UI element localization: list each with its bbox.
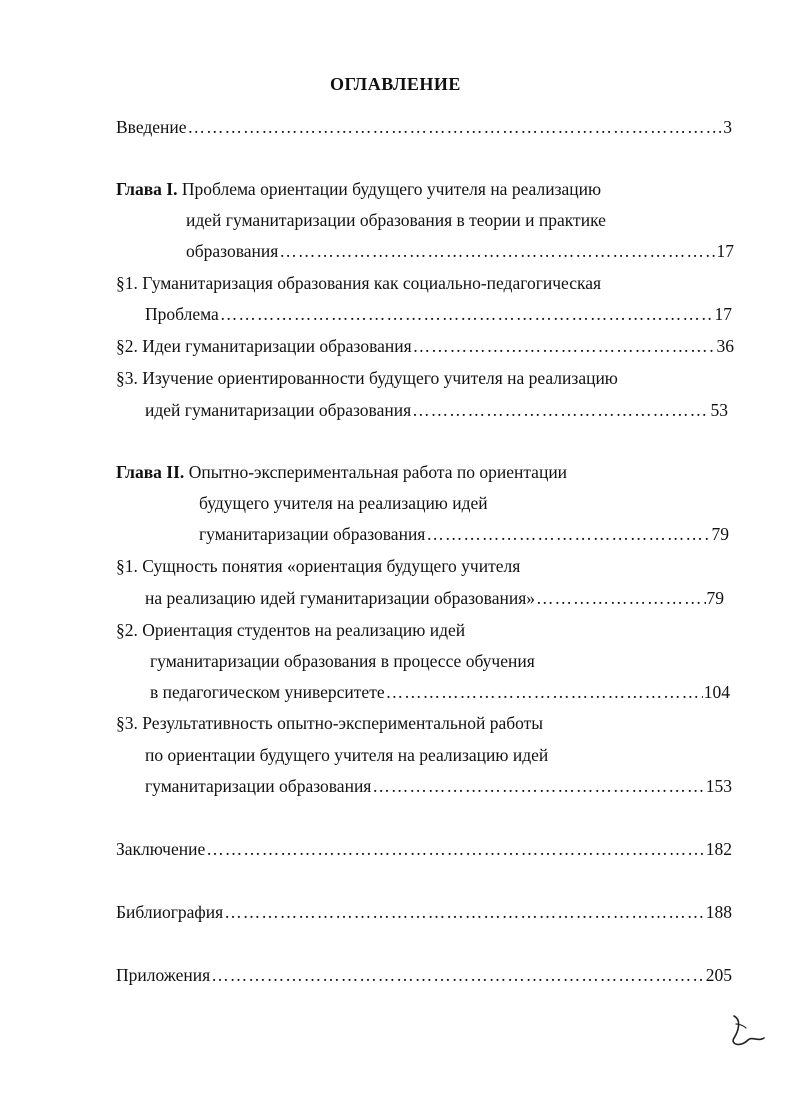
toc-section-2-2-line-2: гуманитаризации образования в процессе обучения <box>150 651 535 671</box>
toc-page-number: 53 <box>710 400 728 420</box>
dot-leader <box>279 240 715 262</box>
toc-label: Введение <box>116 117 187 137</box>
toc-page-number: 182 <box>705 839 732 859</box>
toc-label: Приложения <box>116 965 211 985</box>
toc-section-2-1[interactable]: §1. Сущность понятия «ориентация будущего учителя <box>116 556 521 576</box>
toc-page-number: 17 <box>716 241 734 261</box>
toc-label: гуманитаризации образования <box>199 524 426 544</box>
toc-label: Библиография <box>116 902 224 922</box>
toc-chapter-2-line-3[interactable] <box>199 523 729 545</box>
dot-leader <box>413 335 716 357</box>
toc-section-1-2[interactable] <box>116 335 734 357</box>
toc-section-2-3-line-2: по ориентации будущего учителя на реализацию идей <box>145 745 549 765</box>
toc-entry-appendices[interactable] <box>116 964 732 986</box>
toc-label: гуманитаризации образования <box>145 776 372 796</box>
toc-chapter-1-line-3[interactable] <box>186 240 734 262</box>
toc-section-2-2[interactable]: §2. Ориентация студентов на реализацию идей <box>116 620 466 640</box>
toc-label: образования <box>186 241 279 261</box>
toc-section-1-1-line-2[interactable] <box>145 303 732 325</box>
toc-page-number: 17 <box>714 304 732 324</box>
chapter-title-line: Опытно-экспериментальная работа по ориентации <box>188 462 568 482</box>
page-title: ОГЛАВЛЕНИЕ <box>330 74 461 94</box>
toc-section-1-3[interactable]: §3. Изучение ориентированности будущего учителя на реализацию <box>116 368 618 388</box>
toc-section-2-2-line-3[interactable] <box>150 681 730 703</box>
dot-leader <box>386 681 703 703</box>
toc-label: в педагогическом университете <box>150 682 385 702</box>
dot-leader <box>412 399 709 421</box>
chapter-title-line: Проблема ориентации будущего учителя на реализацию <box>181 179 602 199</box>
toc-page-number: 79 <box>711 524 729 544</box>
chapter-prefix: Глава II. <box>116 462 185 482</box>
signature-mark <box>728 1012 768 1052</box>
dot-leader <box>426 523 710 545</box>
dot-leader <box>372 775 704 797</box>
dot-leader <box>536 587 706 609</box>
toc-page-number: 104 <box>703 682 730 702</box>
toc-label: на реализацию идей гуманитаризации образования» <box>145 588 535 608</box>
toc-chapter-1-heading[interactable] <box>116 178 601 200</box>
toc-section-2-3-line-3[interactable] <box>145 775 732 797</box>
toc-page-number: 79 <box>706 588 724 608</box>
toc-page-number: 3 <box>723 117 732 137</box>
toc-label: Проблема <box>145 304 219 324</box>
toc-page-number: 36 <box>716 336 734 356</box>
toc-entry-bibliography[interactable] <box>116 901 732 923</box>
toc-entry-conclusion[interactable] <box>116 838 732 860</box>
toc-page-number: 153 <box>705 776 732 796</box>
toc-chapter-1-line-2: идей гуманитаризации образования в теории и практике <box>186 210 606 230</box>
toc-label: §2. Идеи гуманитаризации образования <box>116 336 412 356</box>
toc-chapter-2-heading[interactable] <box>116 461 567 483</box>
dot-leader <box>211 964 705 986</box>
dot-leader <box>206 838 705 860</box>
toc-page-number: 188 <box>705 902 732 922</box>
toc-section-1-1[interactable]: §1. Гуманитаризация образования как социально-педагогическая <box>116 273 602 293</box>
toc-page-number: 205 <box>705 965 732 985</box>
dot-leader <box>188 116 723 138</box>
dot-leader <box>220 303 714 325</box>
toc-label: идей гуманитаризации образования <box>145 400 412 420</box>
chapter-prefix: Глава I. <box>116 179 178 199</box>
toc-entry-intro[interactable] <box>116 116 732 138</box>
dot-leader <box>224 901 705 923</box>
toc-chapter-2-line-2: будущего учителя на реализацию идей <box>199 493 488 513</box>
toc-section-2-1-line-2[interactable] <box>145 587 724 609</box>
toc-label: Заключение <box>116 839 206 859</box>
toc-section-2-3[interactable]: §3. Результативность опытно-экспериментальной работы <box>116 713 544 733</box>
toc-section-1-3-line-2[interactable] <box>145 399 728 421</box>
